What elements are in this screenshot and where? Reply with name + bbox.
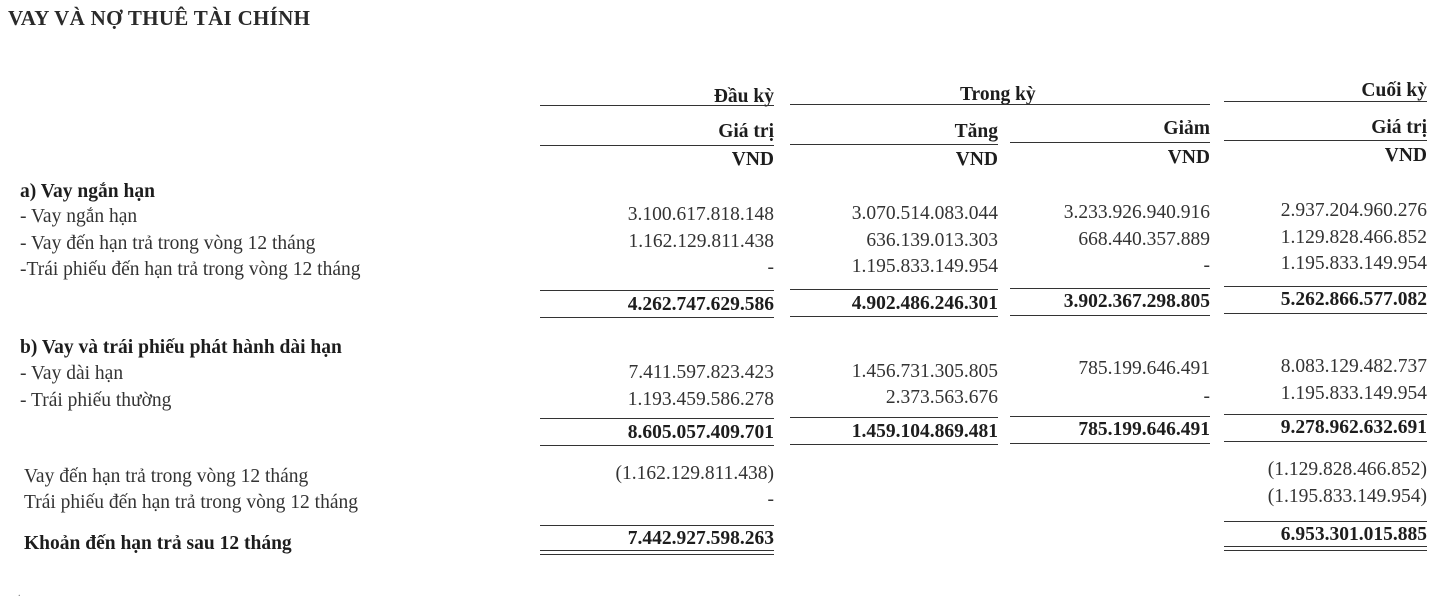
subtotal-rule	[540, 290, 774, 291]
final-cell: 6.953.301.015.885	[1280, 524, 1427, 545]
cell: -	[1203, 255, 1210, 276]
cell: 1.162.129.811.438	[628, 231, 774, 252]
total-rule	[1010, 443, 1210, 444]
total-rule	[790, 316, 998, 317]
subtotal-rule	[540, 418, 774, 419]
total-rule	[790, 444, 998, 445]
row-label: - Vay dài hạn	[20, 363, 124, 384]
subtotal-rule	[790, 289, 998, 290]
total-rule	[1010, 315, 1210, 316]
cell: (1.162.129.811.438)	[615, 463, 774, 484]
header-rule2-c2	[1010, 142, 1210, 143]
cell: 1.456.731.305.805	[851, 361, 998, 382]
row-label: - Trái phiếu thường	[20, 390, 172, 411]
header-rule-dau-ky	[540, 105, 774, 106]
header-dau-ky: Đầu kỳ	[713, 86, 774, 107]
cell: -	[767, 489, 774, 510]
cell: (1.129.828.466.852)	[1267, 459, 1427, 480]
row-label: Trái phiếu đến hạn trả trong vòng 12 tháng	[24, 492, 358, 513]
cell: 785.199.646.491	[1078, 358, 1210, 379]
total-cell: 8.605.057.409.701	[627, 422, 774, 443]
total-rule	[1224, 441, 1427, 442]
total-cell: 5.262.866.577.082	[1280, 289, 1427, 310]
total-rule	[540, 317, 774, 318]
cell: 3.233.926.940.916	[1063, 202, 1210, 223]
header-cuoi-ky: Cuối kỳ	[1361, 80, 1427, 101]
total-cell: 3.902.367.298.805	[1063, 291, 1210, 312]
row-label: Vay đến hạn trả trong vòng 12 tháng	[24, 466, 309, 487]
header-giam: Giảm	[1163, 118, 1210, 139]
cell: 1.193.459.586.278	[627, 389, 774, 410]
cell: 1.129.828.466.852	[1280, 227, 1427, 248]
footer-mark: .	[18, 588, 21, 599]
cell: 8.083.129.482.737	[1280, 356, 1427, 377]
final-rule-top	[1224, 521, 1427, 522]
final-double-rule	[540, 550, 774, 555]
total-rule	[540, 445, 774, 446]
section-a-heading: a) Vay ngắn hạn	[20, 181, 155, 202]
header-tang: Tăng	[954, 121, 998, 142]
unit-c0: VND	[731, 149, 774, 170]
final-double-rule	[1224, 546, 1427, 551]
cell: -	[767, 257, 774, 278]
cell: 2.937.204.960.276	[1280, 200, 1427, 221]
subtotal-rule	[1224, 414, 1427, 415]
subtotal-rule	[1224, 286, 1427, 287]
cell: 636.139.013.303	[866, 230, 998, 251]
row-label: - Vay đến hạn trả trong vòng 12 tháng	[20, 233, 316, 254]
total-cell: 9.278.962.632.691	[1280, 417, 1427, 438]
header-gia-tri: Giá trị	[718, 121, 774, 142]
cell: 1.195.833.149.954	[1280, 253, 1427, 274]
cell: -	[1203, 386, 1210, 407]
total-cell: 1.459.104.869.481	[851, 421, 998, 442]
total-cell: 4.902.486.246.301	[851, 293, 998, 314]
cell: 1.195.833.149.954	[851, 256, 998, 277]
row-label: -Trái phiếu đến hạn trả trong vòng 12 tháng	[20, 259, 361, 280]
total-cell: 4.262.747.629.586	[627, 294, 774, 315]
subtotal-rule	[790, 417, 998, 418]
row-label: - Vay ngắn hạn	[20, 206, 138, 227]
subtotal-rule	[1010, 288, 1210, 289]
final-cell: 7.442.927.598.263	[627, 528, 774, 549]
subtotal-rule	[1010, 416, 1210, 417]
unit-c3: VND	[1384, 145, 1427, 166]
header-rule2-c1	[790, 144, 998, 145]
final-label: Khoản đến hạn trả sau 12 tháng	[24, 533, 292, 554]
cell: (1.195.833.149.954)	[1267, 486, 1427, 507]
header-rule2-c0	[540, 145, 774, 146]
total-cell: 785.199.646.491	[1078, 419, 1210, 440]
cell: 3.070.514.083.044	[851, 203, 998, 224]
header-rule2-c3	[1224, 140, 1427, 141]
final-rule-top	[540, 525, 774, 526]
cell: 1.195.833.149.954	[1280, 383, 1427, 404]
cell: 7.411.597.823.423	[628, 362, 774, 383]
unit-c1: VND	[955, 149, 998, 170]
page-title: VAY VÀ NỢ THUÊ TÀI CHÍNH	[8, 6, 311, 30]
unit-c2: VND	[1167, 147, 1210, 168]
header-trong-ky: Trong kỳ	[960, 84, 1036, 105]
cell: 668.440.357.889	[1078, 229, 1210, 250]
total-rule	[1224, 313, 1427, 314]
header-rule-cuoi-ky	[1224, 101, 1427, 102]
section-b-heading: b) Vay và trái phiếu phát hành dài hạn	[20, 337, 342, 358]
header-gia-tri-end: Giá trị	[1371, 117, 1427, 138]
cell: 3.100.617.818.148	[627, 204, 774, 225]
header-rule-trong-ky	[790, 104, 1210, 105]
cell: 2.373.563.676	[885, 387, 998, 408]
